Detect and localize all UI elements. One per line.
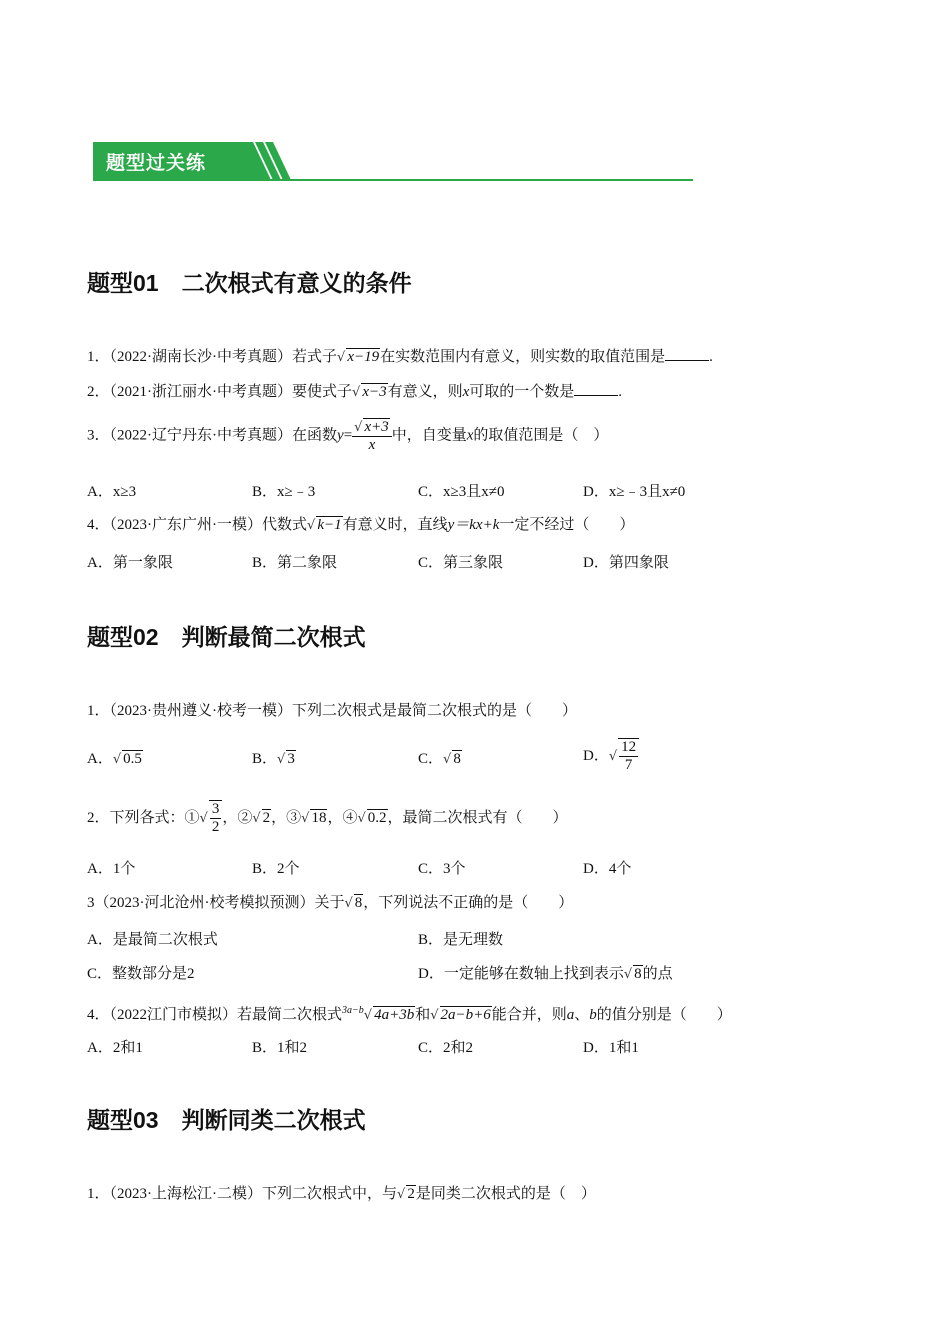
answer-blank [665,346,709,361]
radical-icon: √ [337,350,346,365]
s1-q3-option-b: B．x≥﹣3 [252,484,316,500]
s2-q3-option-a: A．是最简二次根式 [87,932,218,948]
fraction: $\frac{√ x+3}{x}$ [352,418,392,454]
radical-icon: √ [430,1008,439,1023]
s2-q4-option-a: A．2和1 [87,1040,143,1056]
radical-icon: √ [623,967,633,982]
s2-question-2: 2．下列各式：①√ $\frac{3}{2}$ ，②√ 2，③√ 18，④√ 0.2，最简二次根式有（ ） [87,801,568,835]
s1-q3-option-a: A．x≥3 [87,484,137,500]
s1-q4-option-b: B．第二象限 [252,555,338,571]
radical-icon: √ [354,420,363,435]
radical-icon: √ [608,748,618,764]
s2-q4-option-c: C．2和2 [418,1040,474,1056]
s1-q4-option-a: A．第一象限 [87,555,173,571]
s2-q2-option-b: B．2个 [252,861,300,877]
s2-q1-option-a: A．√ 0.5 [87,751,142,767]
banner-divider [93,179,693,181]
s2-q4-option-d: D．1和1 [583,1040,639,1056]
s2-q3-option-c: C．整数部分是2 [87,966,195,982]
s2-question-3: 3（2023·河北沧州·校考模拟预测）关于√ 8，下列说法不正确的是（ ） [87,895,574,911]
s1-question-2: 2．（2021·浙江丽水·中考真题）要使式子√ x−3有意义，则x可取的一个数是 . [87,381,622,404]
s2-q1-option-b: B．√ 3 [252,751,295,767]
radical-icon: √ [397,1187,406,1202]
radical-icon: √ [277,752,286,767]
s1-q4-option-c: C．第三象限 [418,555,504,571]
s2-q4-option-b: B．1和2 [252,1040,308,1056]
s2-q1-option-d: D．√ $\frac{12}{7}$ [583,738,639,774]
s2-question-1: 1．（2023·贵州遵义·校考一模）下列二次根式是最简二次根式的是（ ） [87,703,578,719]
s3-question-1: 1．（2023·上海松江·二模）下列二次根式中，与√ 2是同类二次根式的是（ ） [87,1186,596,1202]
s2-q3-option-b: B．是无理数 [418,932,504,948]
s1-question-1: 1．（2022·湖南长沙·中考真题）若式子√ x−19在实数范围内有意义，则实数的取值范围是 . [87,346,713,369]
answer-blank [574,381,618,396]
s2-question-4: 4．（2022江门市模拟）若最简二次根式$^{3a-b}$√ 4a+3b和√ 2a−b+6能合并，则a、b的值分别是（ ） [87,1005,732,1023]
s1-q3-option-c: C．x≥3且x≠0 [418,484,505,500]
radical-icon: √ [199,810,208,826]
radical-icon: √ [252,810,261,826]
s2-q1-option-c: C．√ 8 [418,751,461,767]
radical-icon: √ [443,752,452,767]
s2-q2-option-c: C．3个 [418,861,466,877]
section-title-2: 题型02 判断最简二次根式 [87,624,366,650]
s2-q2-option-d: D．4个 [583,861,632,877]
banner-title: 题型过关练 [106,153,207,174]
radical-icon: √ [112,752,122,767]
section-title-3: 题型03 判断同类二次根式 [87,1107,366,1133]
s1-question-4: 4．（2023·广东广州·一模）代数式√ k−1有意义时，直线y＝kx+k一定不经过（ ） [87,517,635,533]
s2-q3-option-d: D．一定能够在数轴上找到表示√ 8的点 [418,966,673,982]
radical-icon: √ [301,810,310,826]
s1-q4-option-d: D．第四象限 [583,555,669,571]
radical-icon: √ [352,385,361,400]
radical-icon: √ [357,810,366,826]
s1-q3-option-d: D．x≥﹣3且x≠0 [583,484,686,500]
s1-question-3: 3．（2022·辽宁丹东·中考真题）在函数y= $\frac{√ x+3}{x}$ 中，自变量x的取值范围是（ ） [87,419,609,453]
radical-icon: √ [363,1008,373,1023]
radical-icon: √ [307,518,316,533]
s2-q2-option-a: A．1个 [87,861,136,877]
section-title-1: 题型01 二次根式有意义的条件 [87,270,412,296]
radical-icon: √ [344,896,353,911]
